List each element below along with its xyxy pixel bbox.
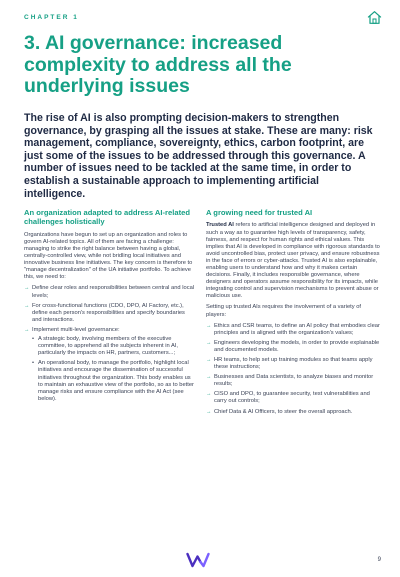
- arrow-icon: →: [206, 408, 212, 415]
- right-paragraph-2: Setting up trusted AIs requires the involvement of a variety of players:: [206, 304, 362, 318]
- right-heading: A growing need for trusted AI: [206, 208, 313, 217]
- bullet-text: CISO and DPO, to guarantee security, test vulnerabilities and carry out controls;: [214, 391, 370, 405]
- bullet-dot-icon: •: [32, 360, 35, 367]
- arrow-icon: →: [206, 339, 212, 346]
- bullet-text: Ethics and CSR teams, to define an AI policy that embodies clear principles and is aligned with the organization's values;: [214, 322, 380, 336]
- right-bullet-list: [206, 323, 382, 416]
- list-item: [206, 374, 382, 388]
- bullet-text: HR teams, to help set up training modules so that teams apply these instructions;: [214, 357, 373, 371]
- list-item: [24, 285, 196, 299]
- sub-bullet-text: A strategic body, involving members of the executive committee, to apprehend all the subjects inherent in AI, particularly the impacts on HR, partners, customers...;: [38, 336, 178, 357]
- bullet-text: For cross-functional functions (CDO, DPO, AI Factory, etc.), define each person's responsibilities and specify boundaries and interactions.: [32, 302, 185, 323]
- arrow-icon: →: [206, 391, 212, 398]
- left-paragraph: Organizations have begun to set up an organization and roles to govern AI-related topics. All of them are facing a challenge: managing to strike the right balance between having a global, centrally-controlled view, while not bridling local initiatives and innovative business line initiatives. The key concern is therefore to "manage decentralization" of the UA initiative portfolio. To achieve this, we need to:: [24, 231, 193, 281]
- bullet-text: Businesses and Data scientists, to analyze biases and monitor results;: [214, 374, 374, 388]
- left-bullet-list: [24, 285, 196, 402]
- list-item: [24, 303, 196, 324]
- paragraph-lead: Trusted AI: [206, 222, 234, 229]
- sub-list-item: [32, 360, 196, 403]
- sub-bullet-list: [32, 336, 196, 403]
- list-item: [206, 409, 382, 416]
- bullet-text: Implement multi-level governance:: [32, 326, 120, 333]
- arrow-icon: →: [24, 326, 30, 333]
- list-item: [24, 327, 196, 403]
- paragraph-body: refers to artificial intelligence designed and deployed in such a way as to guarantee high levels of transparency, safety, fairness, and respect for human rights and ethical values. This implies that AI is developed in compliance with rigorous standards to avoid uncontrolled bias, protect user privacy, and ensure robustness in the face of errors or cyber-attacks. Trusted AI is also explainable, enabling users to understand how and why it makes certain decisions. Finally, it includes responsible governance, where designers and operators assume responsibility for its impacts, while integrating control and supervision mechanisms to prevent abuse or malicious use.: [206, 222, 380, 300]
- arrow-icon: →: [206, 357, 212, 363]
- right-paragraph: [206, 222, 382, 300]
- page-title: 3. AI governance: increased complexity to address all the underlying issues: [24, 32, 292, 97]
- sub-list-item: [32, 336, 196, 357]
- sub-bullet-text: An operational body, to manage the portfolio, highlight local initiatives and encourage the dissemination of successful initiatives throughout the organization. This body enables us to maintain an exhaustive view of the portfolio, so as to better manage risks and ensure compliance with the AI Act (see below).: [38, 360, 194, 402]
- list-item: [206, 391, 382, 405]
- left-column: [24, 208, 196, 406]
- list-item: [206, 340, 382, 354]
- list-item: [206, 357, 382, 371]
- arrow-icon: →: [24, 285, 30, 292]
- intro-paragraph: The rise of AI is also prompting decision-makers to strengthen governance, by grasping all the issues at stake. These are many: risk management, compliance, sovereignty, ethics, carbon footprint, are just some of the issues to be addressed through this governance. A number of issues need to be tackled at the same time, in order to establish a sustainable approach to implementing artificial intelligence.: [24, 112, 373, 200]
- bullet-text: Define clear roles and responsibilities between central and local levels;: [32, 285, 195, 299]
- home-icon[interactable]: [367, 10, 382, 25]
- left-heading: An organization adapted to address AI-related challenges holistically: [24, 208, 190, 227]
- arrow-icon: →: [206, 322, 212, 329]
- arrow-icon: →: [24, 302, 30, 309]
- w-logo-icon: [186, 552, 210, 568]
- page-number: 9: [377, 557, 381, 563]
- bullet-text: Chief Data & AI Officers, to steer the overall approach.: [214, 408, 353, 415]
- chapter-label: CHAPTER 1: [24, 14, 79, 21]
- list-item: [206, 323, 382, 337]
- bullet-dot-icon: •: [32, 336, 35, 343]
- arrow-icon: →: [206, 374, 212, 381]
- right-column: [206, 208, 382, 419]
- bullet-text: Engineers developing the models, in order to provide explainable and documented models.: [214, 339, 380, 353]
